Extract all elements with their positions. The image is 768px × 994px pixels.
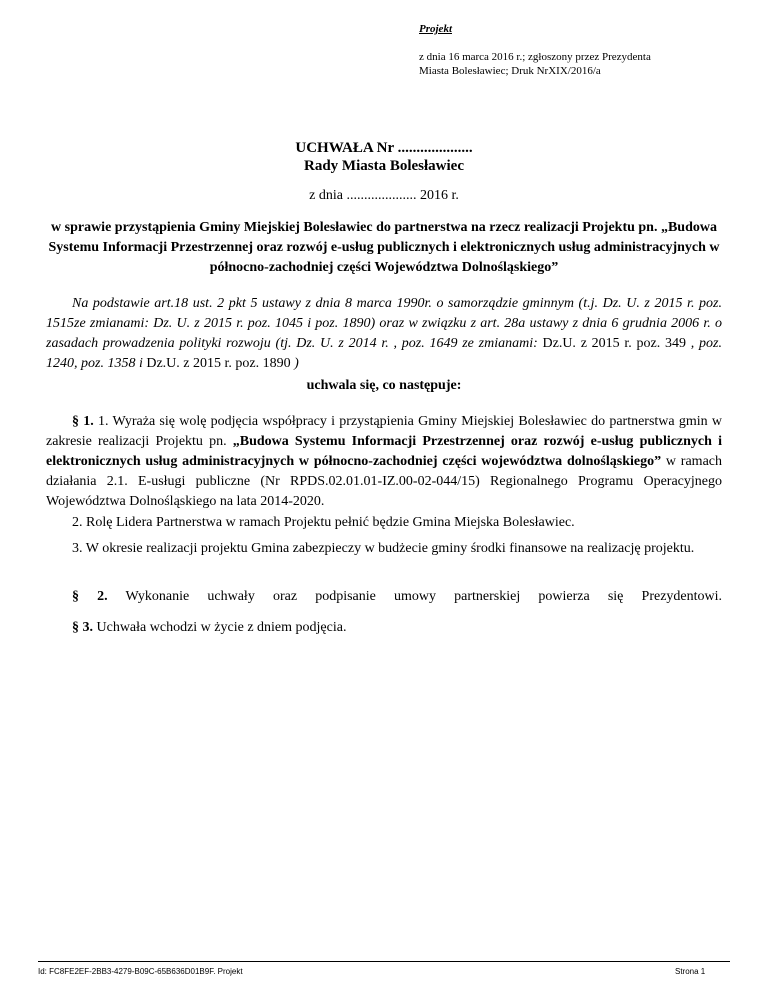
projekt-label: Projekt — [419, 23, 452, 35]
resolution-number: UCHWAŁA Nr .................... — [295, 140, 473, 156]
paragraph-1-text2: w ramach działania 2.1. E-usługi publiczne (Nr RPDS.02.01.01-IZ.00-02-044/15) Regionalnego Programu Operacyjnego Województwa Dolnośląskiego na lata 2014-2020. — [46, 454, 722, 509]
paragraph-1-point-2: 2. Rolę Lidera Partnerstwa w ramach Projektu pełnić będzie Gmina Miejska Bolesławiec. — [72, 515, 575, 530]
resolution-date: z dnia .................... 2016 r. — [309, 188, 459, 203]
legal-basis-part5: ) — [290, 356, 299, 371]
paragraph-3-label: § 3. — [72, 620, 93, 635]
legal-basis-part3: , poz. 1240, poz. 1358 i — [46, 336, 722, 371]
draft-meta-line1: z dnia 16 marca 2016 r.; zgłoszony przez Prezydenta — [419, 51, 651, 63]
project-title: „Budowa Systemu Informacji Przestrzennej oraz rozwój e-usług publicznych i elektronicznych usług administracyjnych w północno-zachodniej części województwa dolnośląskiego” — [46, 434, 722, 469]
resolution-subject: w sprawie przystąpienia Gminy Miejskiej Bolesławiec do partnerstwa na rzecz realizacji Projektu pn. „Budowa Systemu Informacji Przestrzennej oraz rozwój e-usług publicznych i elektronicznych usług administracyjnych w północno-zachodniej części Województwa Dolnośląskiego” — [48, 220, 720, 275]
legal-basis-part2: Dz.U. z 2015 r. poz. 349 — [542, 336, 687, 351]
page-number: Strona 1 — [675, 967, 706, 976]
paragraph-2-label: § 2. — [72, 589, 108, 604]
paragraph-2 — [46, 587, 722, 607]
council-name: Rady Miasta Bolesławiec — [304, 158, 464, 174]
legal-basis-part1: Na podstawie art.18 ust. 2 pkt 5 ustawy z dnia 8 marca 1990r. o samorządzie gminnym (t.j. Dz. U. z 2015 r. poz. 1515ze zmianami: Dz. U. z 2015 r. poz. 1045 i poz. 1890) oraz w związku z art. 28a ustawy z dnia 6 grudnia 2006 r. o zasadach prowadzenia polityki rozwoju (tj. Dz. U. z 2014 r. , poz. 1649 ze zmianami: — [46, 296, 722, 351]
paragraph-1-text1: 1. Wyraża się wolę podjęcia współpracy i przystąpienia Gminy Miejskiej Bolesławiec do partnerstwa gmin w zakresie realizacji Projektu pn. — [46, 414, 723, 449]
draft-meta-line2: Miasta Bolesławiec; Druk NrXIX/2016/a — [419, 65, 601, 77]
paragraph-1-label: § 1. — [72, 414, 94, 429]
legal-basis — [46, 294, 722, 374]
paragraph-1-point-3: 3. W okresie realizacji projektu Gmina zabezpieczy w budżecie gminy środki finansowe na realizację projektu. — [72, 541, 695, 556]
paragraph-1 — [46, 412, 722, 512]
legal-basis-part4: Dz.U. z 2015 r. poz. 1890 — [146, 356, 291, 371]
enactment-formula: uchwala się, co następuje: — [306, 378, 462, 393]
footer-divider — [38, 961, 730, 962]
document-id: Id: FC8FE2EF-2BB3-4279-B09C-65B636D01B9F. Projekt — [38, 967, 243, 976]
paragraph-3 — [46, 618, 722, 638]
paragraph-2-text: Wykonanie uchwały oraz podpisanie umowy partnerskiej powierza się Prezydentowi. — [107, 589, 723, 604]
draft-meta — [419, 50, 709, 78]
paragraph-3-text: Uchwała wchodzi w życie z dniem podjęcia. — [93, 620, 347, 635]
